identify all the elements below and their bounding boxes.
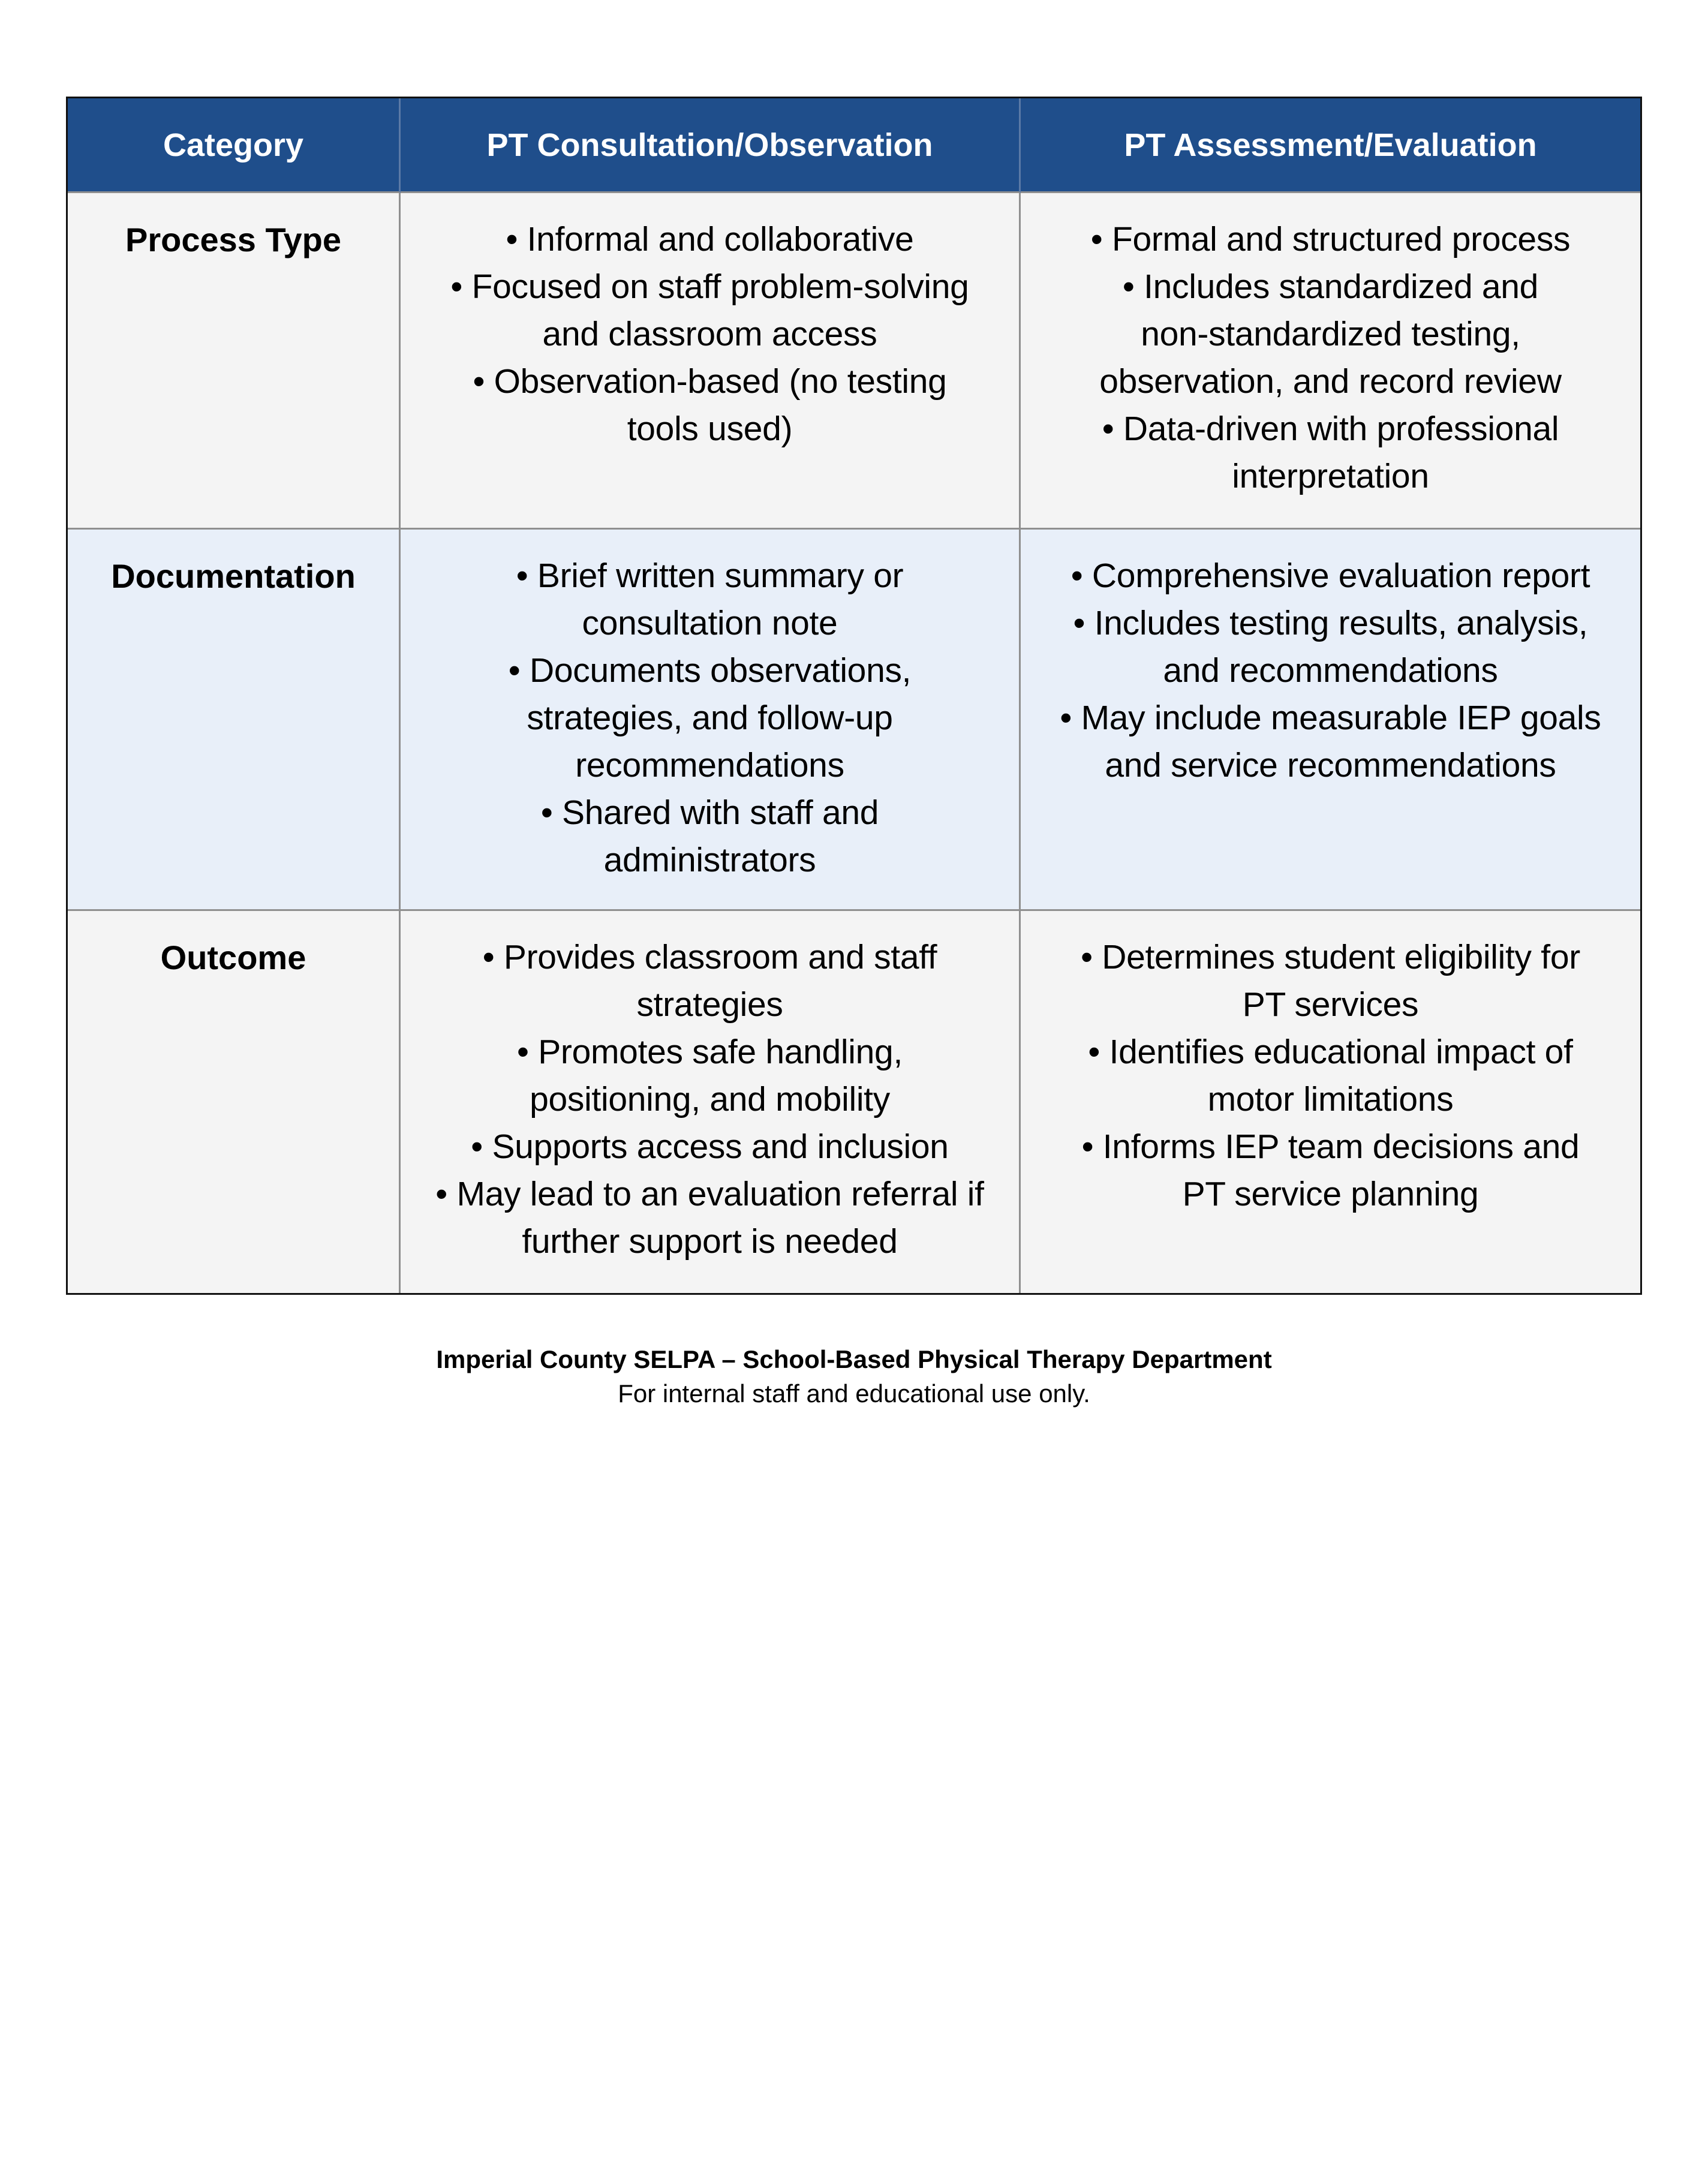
bullet-line: strategies, and follow-up	[527, 699, 893, 737]
row-outcome-consultation	[401, 911, 1021, 1293]
bullet-line: motor limitations	[1207, 1080, 1454, 1118]
bullet-line: • May lead to an evaluation referral if	[435, 1175, 984, 1213]
row-outcome-category	[68, 911, 401, 1293]
bullet-line: • Includes testing results, analysis,	[1073, 604, 1588, 642]
comparison-table	[66, 97, 1642, 1295]
bullet-line: • Documents observations,	[508, 651, 912, 690]
bullet-line: • Identifies educational impact of	[1088, 1033, 1573, 1071]
bullet-line: and service recommendations	[1105, 746, 1556, 784]
bullet-line: non-standardized testing,	[1141, 315, 1520, 353]
footer-organization: Imperial County SELPA – School-Based Physical Therapy Department	[436, 1345, 1272, 1373]
category-label: Documentation	[111, 557, 356, 595]
bullet-line: and classroom access	[542, 315, 877, 353]
row-process-type-assessment	[1021, 193, 1640, 530]
header-assessment	[1021, 98, 1640, 193]
bullet-line: and recommendations	[1163, 651, 1498, 690]
header-category	[68, 98, 401, 193]
bullet-line: • Informs IEP team decisions and	[1081, 1127, 1580, 1166]
bullet-line: • Formal and structured process	[1090, 220, 1571, 258]
header-consultation	[401, 98, 1021, 193]
row-process-type-category	[68, 193, 401, 530]
bullet-line: tools used)	[627, 410, 793, 448]
bullet-line: • Provides classroom and staff	[482, 938, 937, 976]
bullet-line: PT service planning	[1182, 1175, 1479, 1213]
bullet-line: • Observation-based (no testing	[473, 362, 947, 401]
row-outcome-assessment	[1021, 911, 1640, 1293]
bullet-line: • May include measurable IEP goals	[1060, 699, 1601, 737]
bullet-line: PT services	[1242, 985, 1419, 1024]
header-consultation-label: PT Consultation/Observation	[486, 127, 933, 163]
bullet-line: consultation note	[582, 604, 838, 642]
bullet-line: • Data-driven with professional	[1102, 410, 1559, 448]
bullet-line: • Focused on staff problem-solving	[450, 267, 969, 306]
bullet-line: positioning, and mobility	[530, 1080, 890, 1118]
bullet-line: observation, and record review	[1099, 362, 1562, 401]
bullet-line: strategies	[636, 985, 783, 1024]
bullet-line: • Supports access and inclusion	[471, 1127, 949, 1166]
header-assessment-label: PT Assessment/Evaluation	[1124, 127, 1537, 163]
bullet-line: administrators	[603, 841, 816, 879]
bullet-line: • Shared with staff and	[540, 793, 879, 832]
category-label: Process Type	[125, 221, 342, 258]
bullet-line: • Promotes safe handling,	[517, 1033, 903, 1071]
page-footer	[0, 1342, 1708, 1411]
row-process-type-consultation	[401, 193, 1021, 530]
bullet-line: • Brief written summary or	[516, 557, 904, 595]
footer-usage-note: For internal staff and educational use only.	[618, 1379, 1090, 1408]
row-documentation-consultation	[401, 530, 1021, 911]
bullet-line: • Comprehensive evaluation report	[1070, 557, 1590, 595]
bullet-line: interpretation	[1232, 457, 1429, 495]
row-documentation-category	[68, 530, 401, 911]
bullet-line: • Includes standardized and	[1122, 267, 1539, 306]
bullet-line: • Informal and collaborative	[506, 220, 914, 258]
bullet-line: • Determines student eligibility for	[1081, 938, 1580, 976]
bullet-line: further support is needed	[522, 1222, 898, 1261]
row-documentation-assessment	[1021, 530, 1640, 911]
header-category-label: Category	[163, 127, 304, 163]
category-label: Outcome	[160, 939, 306, 976]
bullet-line: recommendations	[575, 746, 844, 784]
